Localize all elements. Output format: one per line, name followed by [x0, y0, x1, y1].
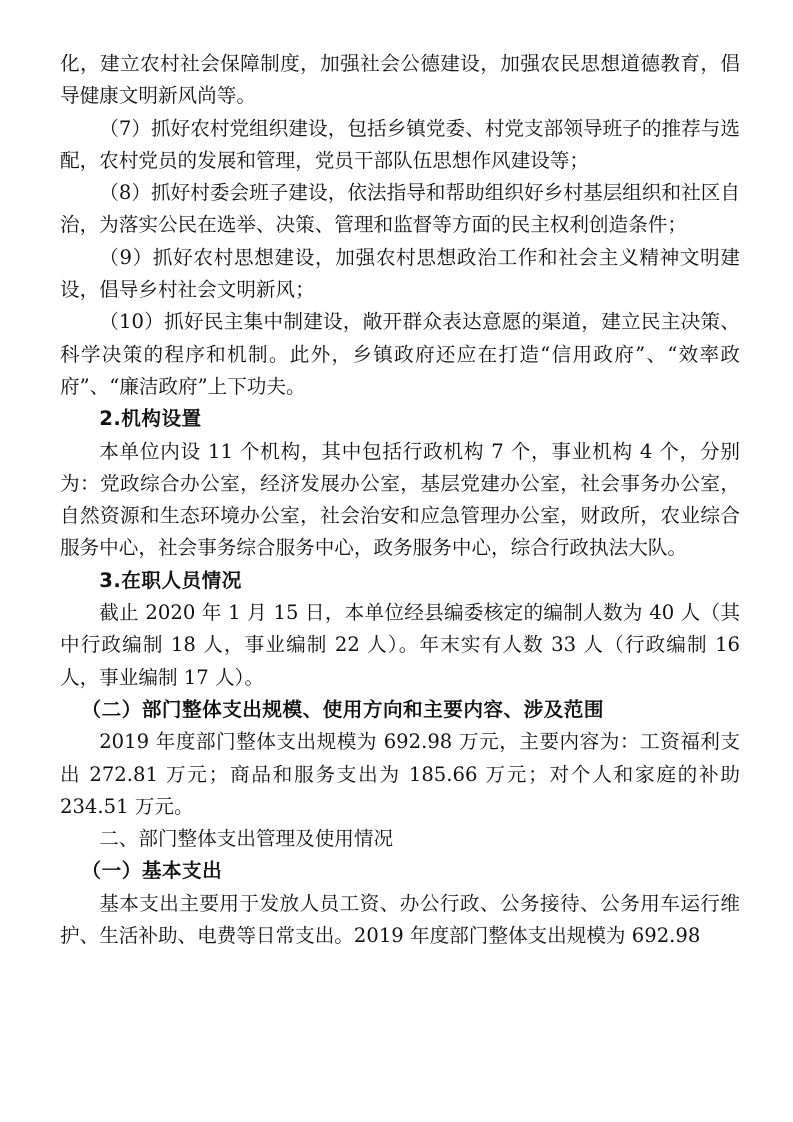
paragraph-basic-expenditure: 基本支出主要用于发放人员工资、办公行政、公务接待、公务用车运行维护、生活补助、电费等日常支出。2019 年度部门整体支出规模为 692.98	[60, 891, 740, 948]
paragraph-continuation: 化，建立农村社会保障制度，加强社会公德建设，加强农民思想道德教育，倡导健康文明新风尚等。	[60, 52, 740, 108]
paragraph-item-9: （9）抓好农村思想建设，加强农村思想政治工作和社会主义精神文明建设，倡导乡村社会文明新风；	[60, 245, 740, 302]
paragraph-staff: 截止 2020 年 1 月 15 日，本单位经县编委核定的编制人数为 40 人（其中行政编制 18 人，事业编制 22 人）。年末实有人数 33 人（行政编制 16 人，事业编制 17 人）。	[60, 601, 740, 689]
section-heading-staff: 3.在职人员情况	[99, 568, 242, 592]
document-page	[60, 48, 740, 952]
paragraph-expenditure-scale: 2019 年度部门整体支出规模为 692.98 万元，主要内容为：工资福利支出 272.81 万元；商品和服务支出为 185.66 万元；对个人和家庭的补助 234.51 万元。	[60, 730, 740, 818]
section-heading-organization: 2.机构设置	[99, 407, 202, 431]
paragraph-organization: 本单位内设 11 个机构，其中包括行政机构 7 个，事业机构 4 个，分别为：党政综合办公室，经济发展办公室，基层党建办公室，社会事务办公室，自然资源和生态环境办公室，社会治安和应急管理办公室，财政所，农业综合服务中心，社会事务综合服务中心，政务服务中心，综合行政执法大队。	[60, 439, 740, 560]
paragraph-item-10: （10）抓好民主集中制建设，敞开群众表达意愿的渠道，建立民主决策、科学决策的程序和机制。此外，乡镇政府还应在打造“信用政府”、“效率政府”、“廉洁政府”上下功夫。	[60, 310, 740, 398]
paragraph-item-8: （8）抓好村委会班子建设，依法指导和帮助组织好乡村基层组织和社区自治，为落实公民在选举、决策、管理和监督等方面的民主权利创造条件；	[60, 181, 740, 237]
chapter-heading-expenditure-management: 二、部门整体支出管理及使用情况	[99, 827, 394, 851]
paragraph-item-7: （7）抓好农村党组织建设，包括乡镇党委、村党支部领导班子的推荐与选配，农村党员的发展和管理，党员干部队伍思想作风建设等；	[60, 116, 740, 172]
section-heading-expenditure-scale: （二）部门整体支出规模、使用方向和主要内容、涉及范围	[81, 697, 604, 721]
section-heading-basic-expenditure: （一）基本支出	[81, 859, 223, 883]
